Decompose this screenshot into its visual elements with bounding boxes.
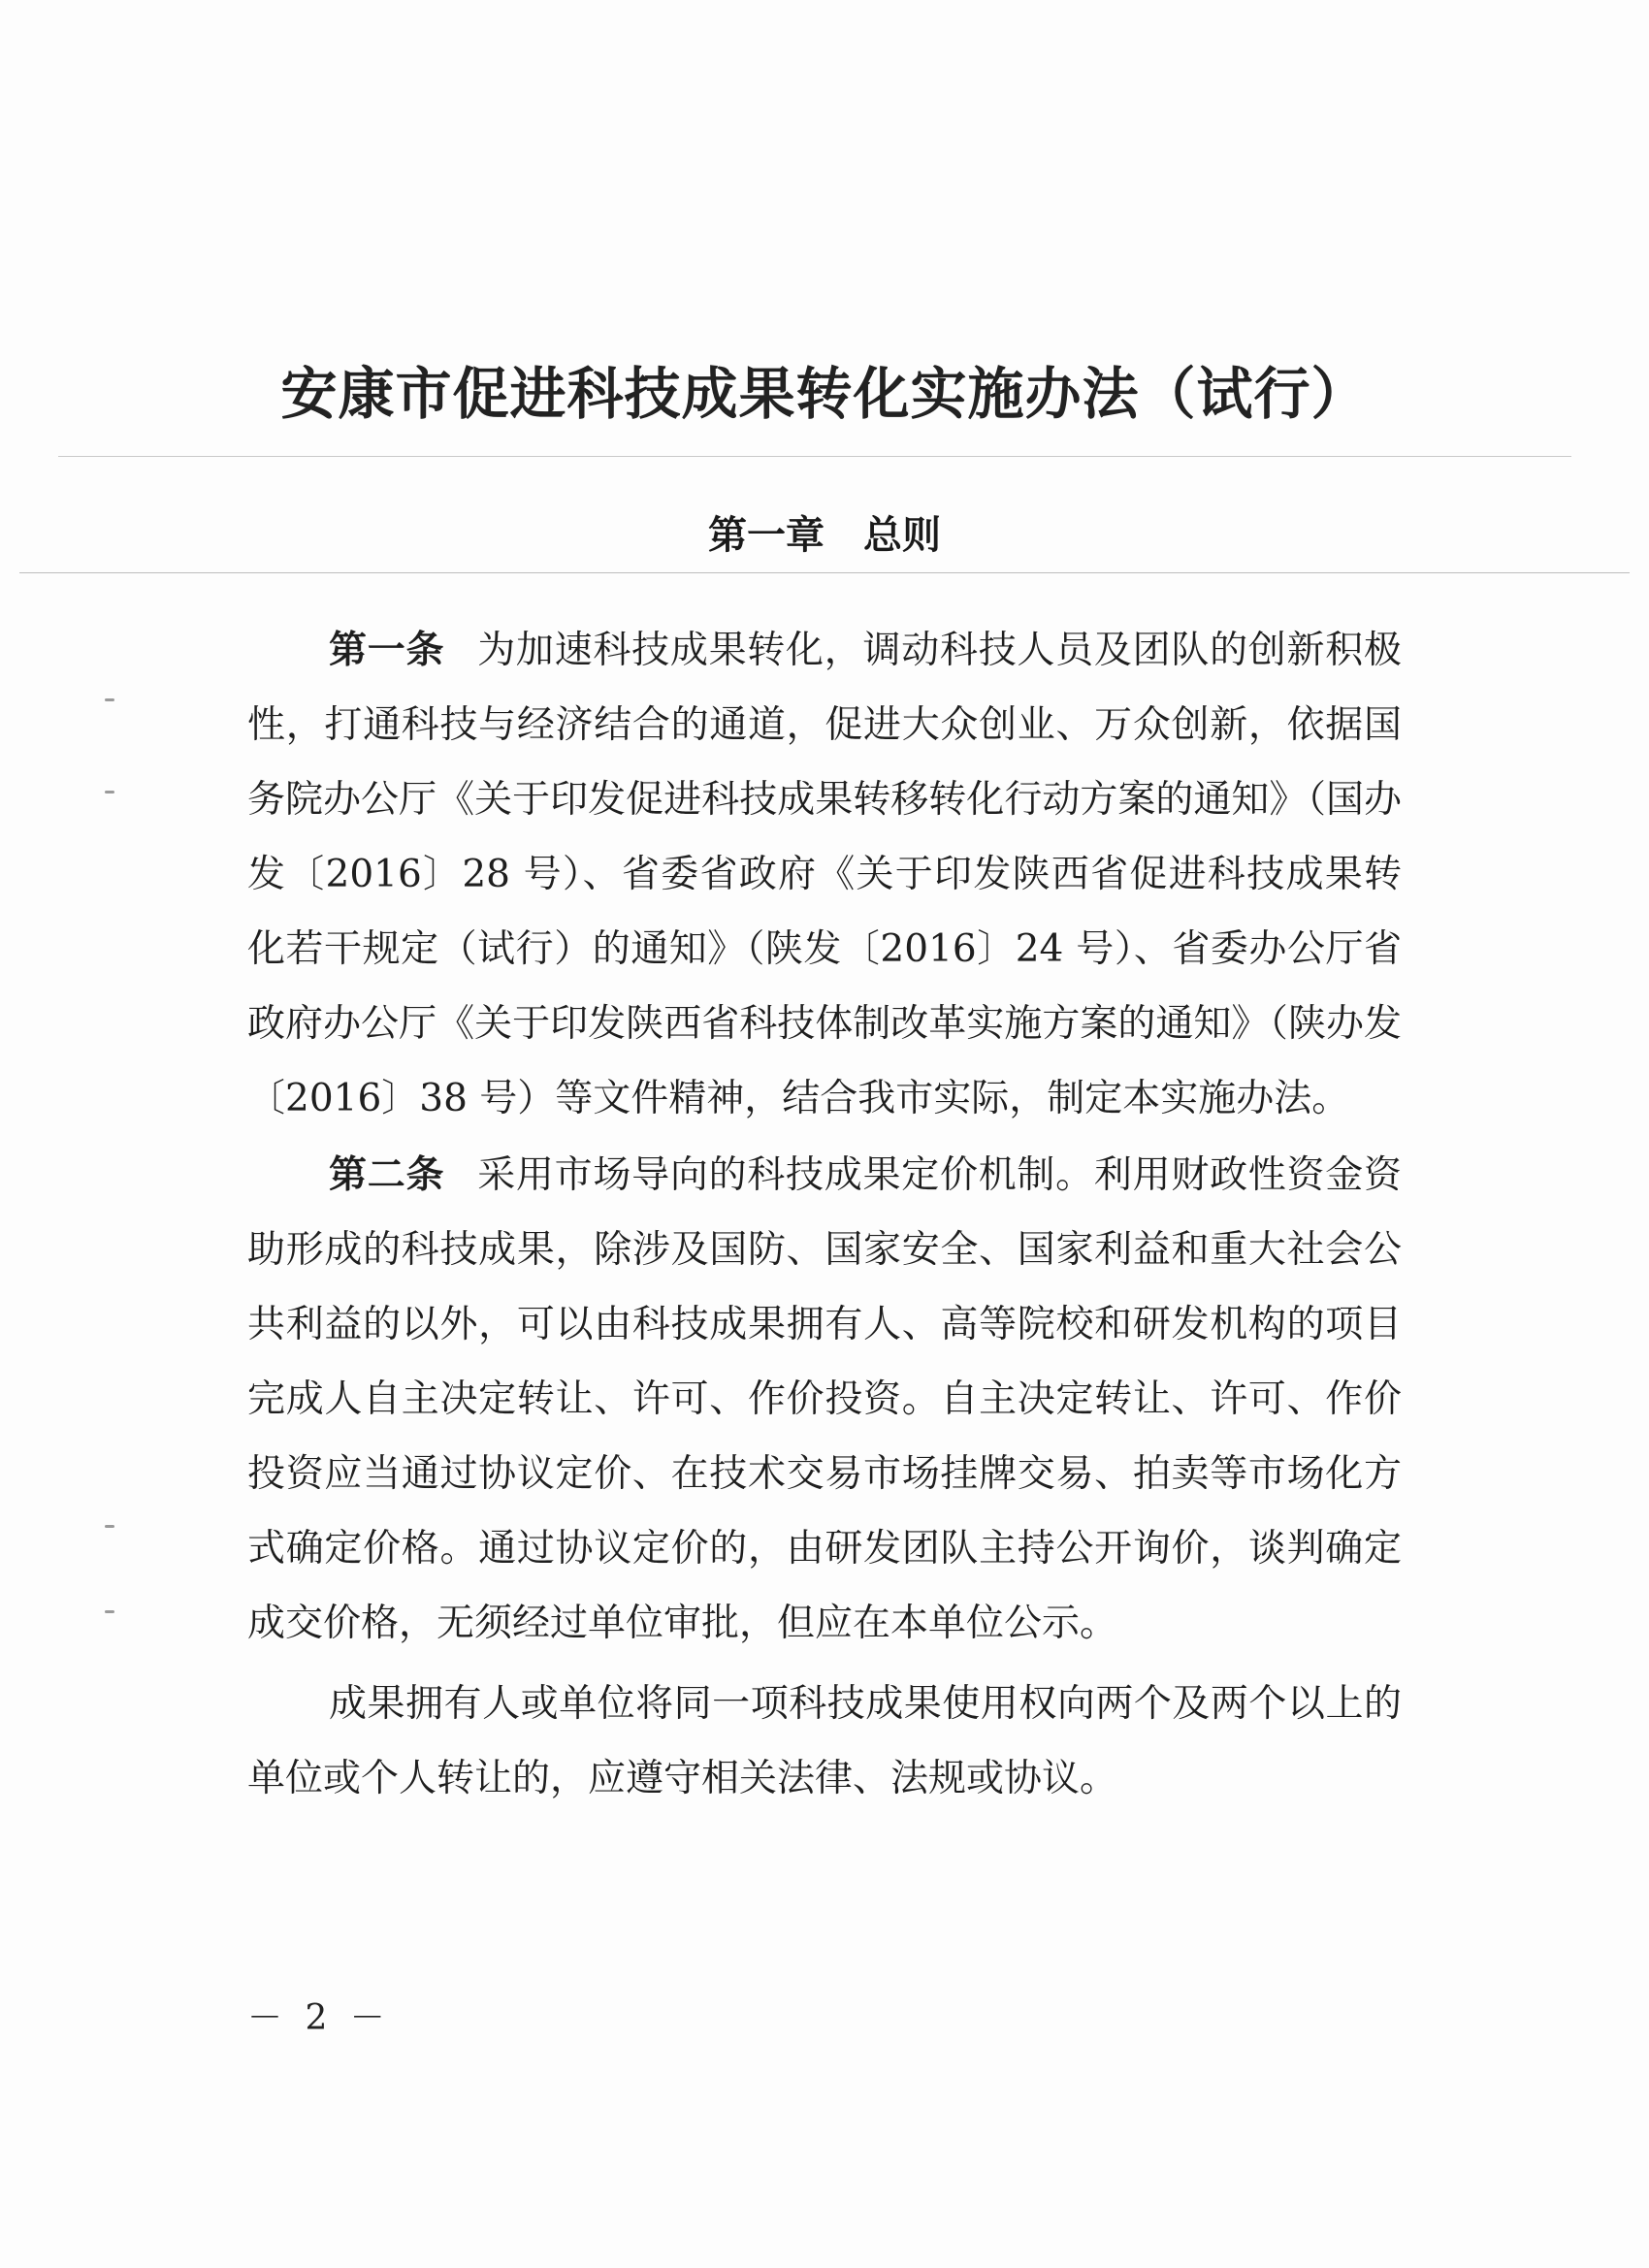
binding-hole-mark (105, 791, 114, 794)
document-body (247, 613, 1402, 1816)
binding-hole-mark (105, 1610, 114, 1613)
chapter-heading: 第一章 总则 (708, 513, 941, 559)
scan-artifact-line (19, 572, 1630, 573)
article-1 (247, 613, 1402, 1136)
article-text: 为加速科技成果转化，调动科技人员及团队的创新积极性，打通科技与经济结合的通道，促进大众创业、万众创新，依据国务院办公厅《关于印发促进科技成果转移转化行动方案的通知》（国办发〔2016〕28 号）、省委省政府《关于印发陕西省促进科技成果转化若干规定（试行）的通知》（陕发〔2016〕24 号）、省委办公厅省政府办公厅《关于印发陕西省科技体制改革实施方案的通知》（陕办发〔2016〕38 号）等文件精神，结合我市实际，制定本实施办法。 (247, 629, 1402, 1120)
article-text: 采用市场导向的科技成果定价机制。利用财政性资金资助形成的科技成果，除涉及国防、国家安全、国家利益和重大社会公共利益的以外，可以由科技成果拥有人、高等院校和研发机构的项目完成人自主决定转让、许可、作价投资。自主决定转让、许可、作价投资应当通过协议定价、在技术交易市场挂牌交易、拍卖等市场化方式确定价格。通过协议定价的，由研发团队主持公开询价，谈判确定成交价格，无须经过单位审批，但应在本单位公示。 (247, 1153, 1402, 1645)
article-2 (247, 1138, 1402, 1661)
binding-hole-mark (105, 698, 114, 701)
scan-artifact-line (58, 456, 1571, 457)
article-label: 第二条 (329, 1153, 445, 1197)
page-number: － 2 － (247, 1998, 391, 2038)
binding-hole-mark (105, 1525, 114, 1528)
supplementary-paragraph: 成果拥有人或单位将同一项科技成果使用权向两个及两个以上的单位或个人转让的，应遵守相关法律、法规或协议。 (247, 1682, 1402, 1800)
document-title: 安康市促进科技成果转化实施办法（试行） (280, 360, 1369, 427)
article-label: 第一条 (329, 629, 445, 672)
